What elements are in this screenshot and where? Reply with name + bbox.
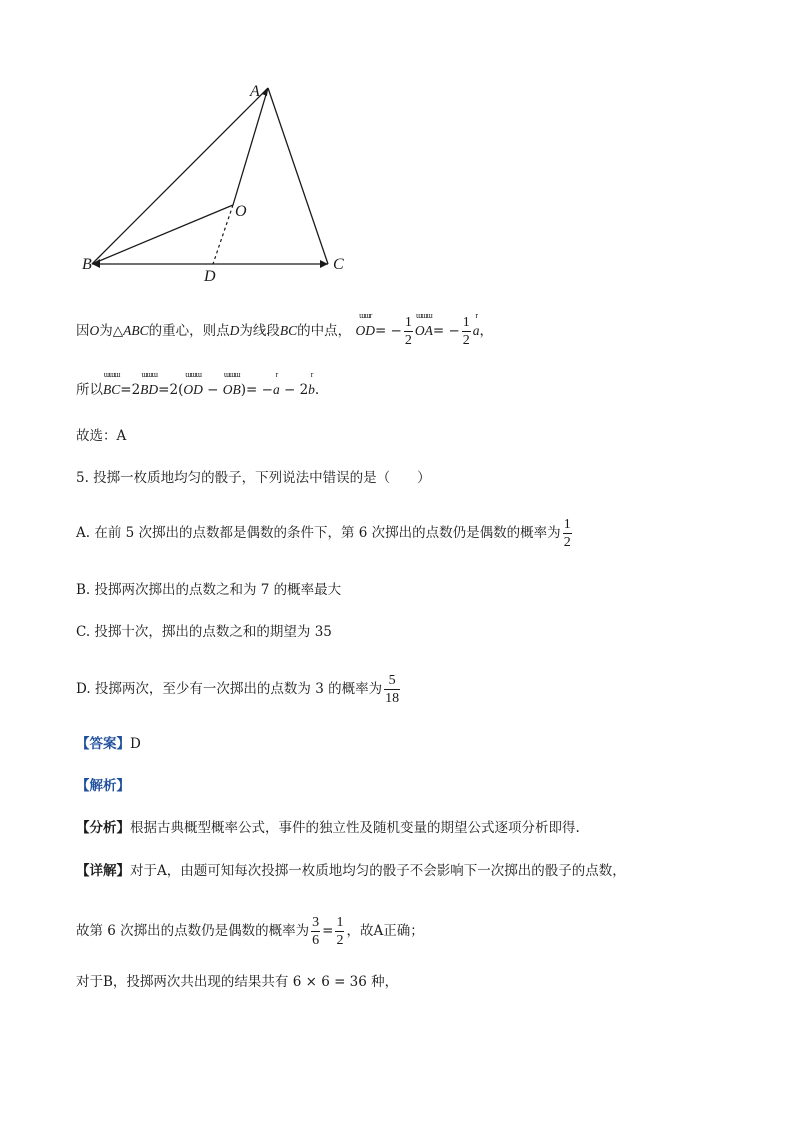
analysis-label: 【解析】 <box>76 778 130 794</box>
text: )= − <box>240 382 273 398</box>
denominator: 2 <box>563 535 571 550</box>
vector-mark: ɯɯr <box>359 311 372 320</box>
denominator: 2 <box>336 933 344 948</box>
numerator: 1 <box>462 315 470 330</box>
fraction <box>404 314 413 349</box>
text: ， <box>479 323 494 339</box>
text: 的重心，则点 <box>148 323 230 339</box>
text: 为△ <box>99 323 124 339</box>
vector-bc <box>103 370 121 400</box>
fraction <box>384 672 400 707</box>
vector-label: OB <box>222 382 241 397</box>
vector-mark: r <box>475 311 477 320</box>
fraction <box>311 914 320 949</box>
vector-label: BD <box>140 382 159 397</box>
vector-a <box>472 311 480 341</box>
denominator: 18 <box>385 691 400 706</box>
option-c: C. 投掷十次，掷出的点数之和的期望为 35 <box>76 624 332 640</box>
text: = <box>322 923 334 939</box>
analysis-tag <box>76 776 130 796</box>
question-stem: 5. 投掷一枚质地均匀的骰子，下列说法中错误的是（ ） <box>76 470 431 486</box>
var-d: D <box>229 323 240 338</box>
vector-label: OD <box>183 382 203 397</box>
triangle-figure <box>70 70 370 290</box>
denominator: 6 <box>312 933 320 948</box>
text: 故第 6 次掷出的点数仍是偶数的概率为 <box>76 923 310 939</box>
text: = − <box>432 323 460 339</box>
option-d-text: D. 投掷两次，至少有一次掷出的点数为 3 的概率为 <box>76 681 383 697</box>
var-abc: ABC <box>123 323 149 338</box>
triangle-diagram <box>70 70 370 290</box>
detail-a-line <box>76 914 424 949</box>
text: =2 <box>120 382 141 398</box>
vector-od <box>355 311 375 341</box>
label-c: C <box>333 256 344 273</box>
denominator: 2 <box>462 333 470 348</box>
vector-label: BC <box>103 382 121 397</box>
xiangjie-tag: 【详解】 <box>76 863 130 879</box>
vector-oa <box>414 311 433 341</box>
var-o: O <box>89 323 100 338</box>
text: =2( <box>158 382 184 398</box>
vector-mark: r <box>310 370 313 379</box>
vector-od <box>183 370 203 400</box>
vector-ob <box>222 370 241 400</box>
answer-tag: 【答案】 <box>76 736 130 752</box>
text: 因 <box>76 323 90 339</box>
text: 为线段 <box>239 323 280 339</box>
vector-bd <box>140 370 159 400</box>
label-a: A <box>250 83 260 100</box>
vector-b <box>308 370 315 400</box>
option-d <box>76 672 402 707</box>
vector-label: a <box>272 382 280 397</box>
numerator: 3 <box>312 915 320 930</box>
numerator: 1 <box>336 915 344 930</box>
fenxi-line <box>76 818 580 838</box>
vector-mark: ɯɯɯ <box>416 311 432 320</box>
label-d: D <box>204 268 216 285</box>
fraction <box>563 516 572 551</box>
fenxi-text: 根据古典概型概率公式，事件的独立性及随机变量的期望公式逐项分析即得. <box>130 820 580 836</box>
vector-mark: r <box>275 370 278 379</box>
numerator: 5 <box>388 673 396 688</box>
answer-line <box>76 734 141 754</box>
vector-label: OD <box>355 323 375 338</box>
segment-ob <box>92 205 233 264</box>
text: − <box>202 382 223 398</box>
segment-od-dashed <box>213 205 233 264</box>
fraction <box>335 914 344 949</box>
option-a-text: A. 在前 5 次掷出的点数都是偶数的条件下，第 6 次掷出的点数仍是偶数的概率为 <box>76 525 561 541</box>
arrowhead-a <box>262 88 268 96</box>
vector-mark: ɯɯɯ <box>141 370 157 379</box>
fraction <box>462 314 471 349</box>
solution-line-2 <box>76 370 320 400</box>
var-bc: BC <box>279 323 298 338</box>
xiangjie-text: 对于A，由题可知每次投掷一枚质地均匀的骰子不会影响下一次掷出的骰子的点数， <box>130 863 626 879</box>
option-a <box>76 516 574 551</box>
numerator: 1 <box>404 315 412 330</box>
vector-mark: ɯɯɯ <box>223 370 240 379</box>
answer-value: D <box>130 736 141 752</box>
text: = − <box>374 323 402 339</box>
xiangjie-line <box>76 861 626 881</box>
text: 所以 <box>76 382 103 398</box>
vector-label: b <box>308 382 315 397</box>
text: . <box>314 382 320 398</box>
option-b: B. 投掷两次掷出的点数之和为 7 的概率最大 <box>76 582 342 598</box>
solution-line-1 <box>76 311 494 349</box>
text: 的中点， <box>297 323 352 339</box>
vector-label: a <box>472 323 480 338</box>
vector-mark: ɯɯɯ <box>103 370 120 379</box>
text: ，故A正确； <box>346 923 424 939</box>
vector-a <box>272 370 280 400</box>
fenxi-tag: 【分析】 <box>76 820 130 836</box>
vector-label: OA <box>414 323 433 338</box>
text: − 2 <box>279 382 309 398</box>
label-b: B <box>82 256 92 273</box>
detail-b-line: 对于B，投掷两次共出现的结果共有 6 × 6 = 36 种， <box>76 974 399 990</box>
denominator: 2 <box>404 333 412 348</box>
side-ac <box>268 88 328 264</box>
choose-line: 故选：A <box>76 428 127 444</box>
label-o: O <box>235 203 247 220</box>
vector-mark: ɯɯɯ <box>185 370 201 379</box>
numerator: 1 <box>563 517 571 532</box>
